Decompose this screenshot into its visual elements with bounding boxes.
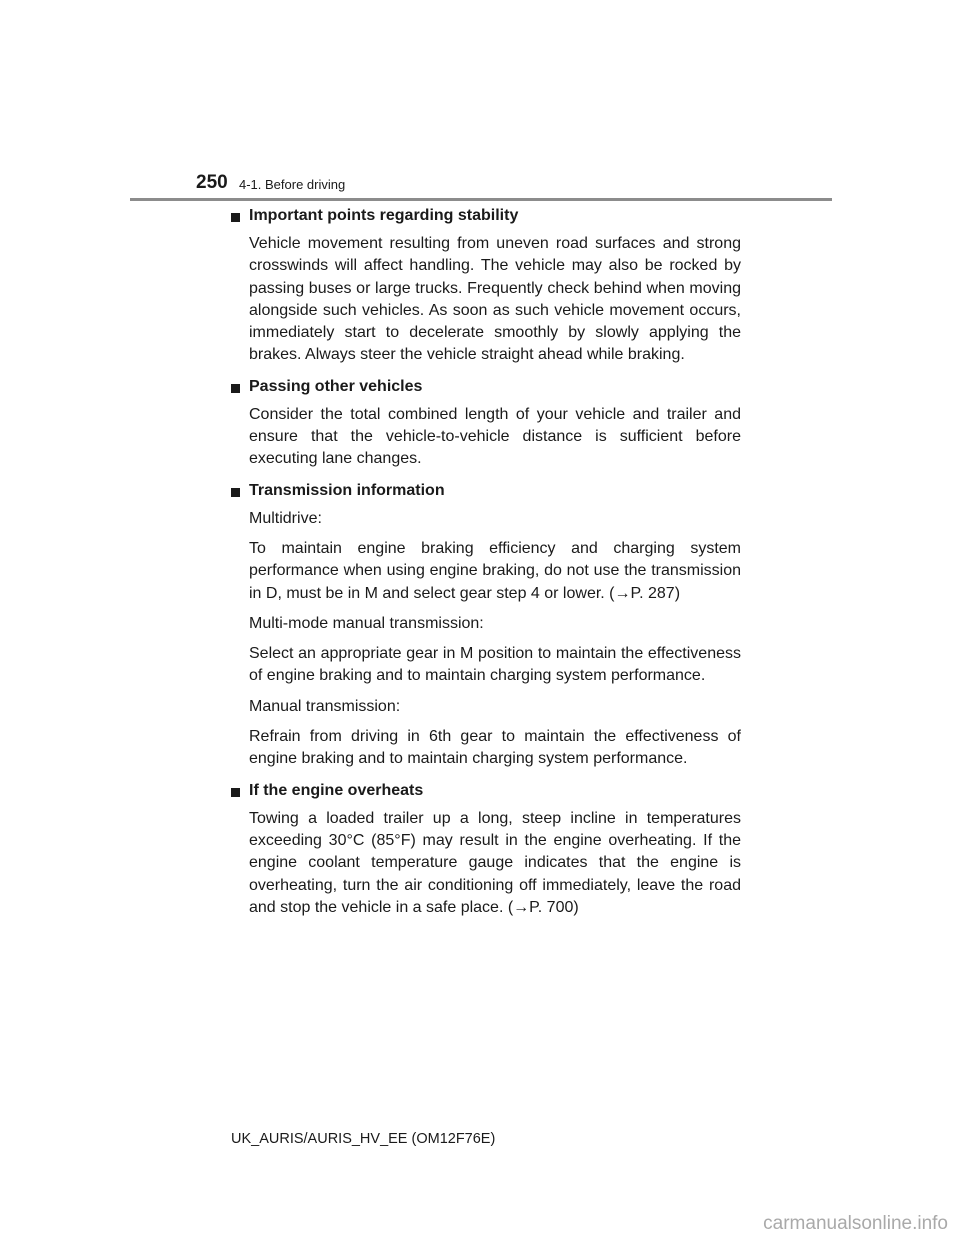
document-footer: UK_AURIS/AURIS_HV_EE (OM12F76E) — [231, 1131, 496, 1147]
item-paragraph: Vehicle movement resulting from uneven road surfaces and strong crosswinds will affect handling. The vehicle may also be rocked by passing buses or large trucks. Frequently check behind when moving alongside such vehicles. As soon as such vehicle movement occurs, immediately start to decelerate smoothly by slowly applying the brakes. Always steer the vehicle straight ahead while braking. — [249, 235, 741, 364]
item-title: Important points regarding stability — [249, 207, 519, 224]
item-paragraph: Consider the total combined length of your vehicle and trailer and ensure that the vehicle-to-vehicle distance is sufficient before executing lane changes. — [249, 405, 741, 468]
item-paragraph: Refrain from driving in 6th gear to maintain the effectiveness of engine braking and to maintain charging system performance. — [249, 728, 741, 768]
item-paragraph: Towing a loaded trailer up a long, steep incline in temperatures exceeding 30°C (85°F) may result in the engine overheating. If the engine coolant temperature gauge indicates that the engine is overheating, turn the air conditioning off immediately, leave the road and stop the vehicle in a safe place. (→P. 700) — [249, 809, 741, 916]
section-title: 4-1. Before driving — [239, 177, 346, 192]
item-title: If the engine overheats — [249, 781, 424, 799]
square-bullet-icon — [231, 213, 240, 222]
watermark: carmanualsonline.info — [763, 1213, 948, 1234]
item-paragraph: Multi-mode manual transmission: — [249, 614, 484, 632]
square-bullet-icon — [231, 788, 240, 797]
item-transmission — [231, 480, 741, 771]
item-paragraph: Multidrive: — [249, 509, 322, 527]
item-paragraph: Manual transmission: — [249, 697, 401, 715]
item-paragraph: To maintain engine braking efficiency and charging system performance when using engine braking, do not use the transmission in D, must be in M and select gear step 4 or lower. (→P. 287) — [249, 539, 741, 602]
item-paragraph: Select an appropriate gear in M position to maintain the effectiveness of engine braking and to maintain charging system performance. — [249, 645, 741, 685]
item-overheat — [231, 780, 741, 919]
item-title: Passing other vehicles — [249, 377, 423, 395]
square-bullet-icon — [231, 488, 240, 497]
page-content — [231, 205, 741, 927]
item-stability — [231, 205, 741, 367]
page-number: 250 — [196, 172, 228, 193]
square-bullet-icon — [231, 384, 240, 393]
header-rule — [130, 198, 832, 201]
item-title: Transmission information — [249, 481, 445, 499]
item-passing — [231, 376, 741, 471]
